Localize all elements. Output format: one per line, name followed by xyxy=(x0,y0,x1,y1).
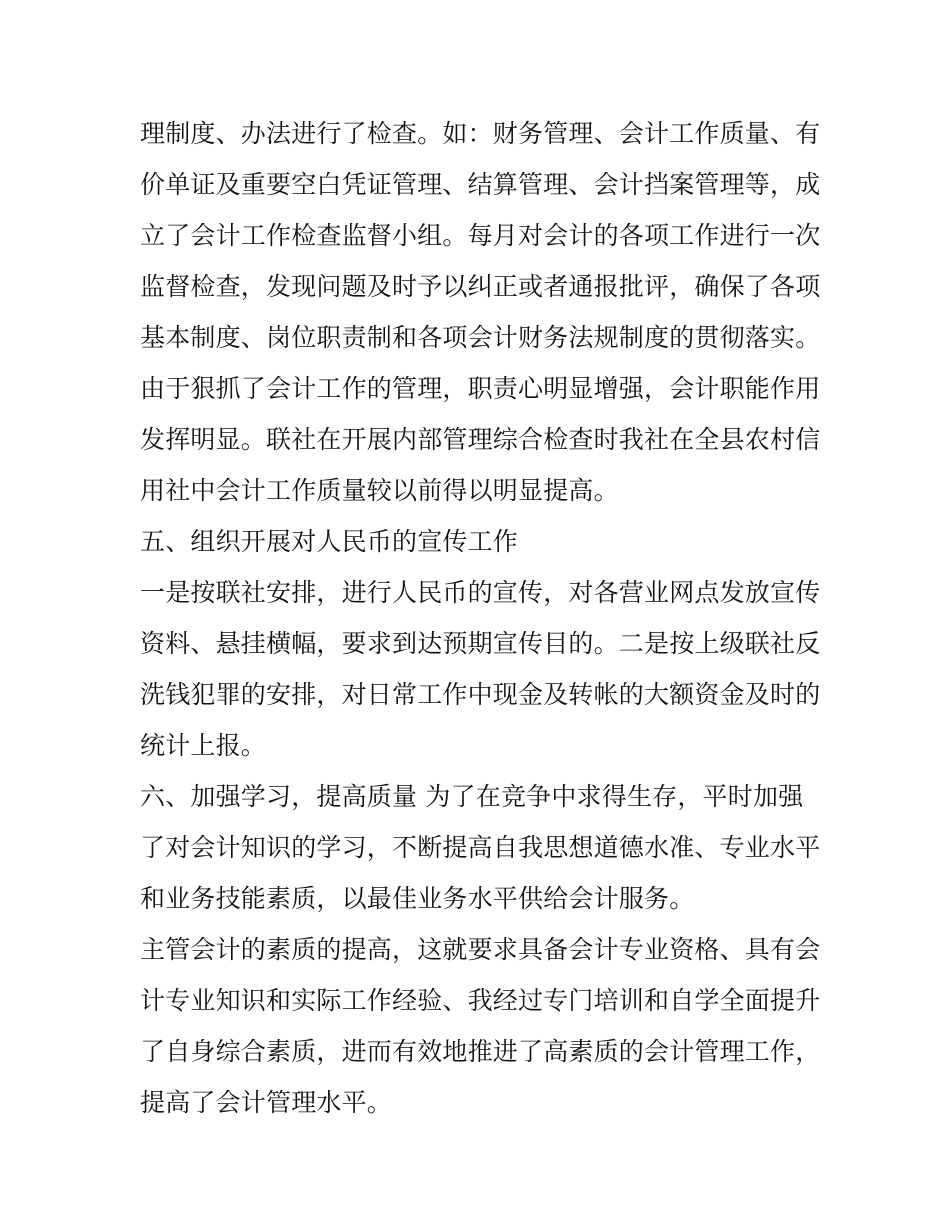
text-line: 用社中会计工作质量较以前得以明显提高。 xyxy=(140,476,619,505)
text-line: 计专业知识和实际工作经验、我经过专门培训和自学全面提升 xyxy=(140,986,821,1015)
text-line: 主管会计的素质的提高，这就要求具备会计专业资格、具有会 xyxy=(140,935,821,964)
text-line: 立了会计工作检查监督小组。每月对会计的各项工作进行一次 xyxy=(140,221,821,250)
text-line: 了自身综合素质，进而有效地推进了高素质的会计管理工作， xyxy=(140,1037,821,1066)
text-line: 了对会计知识的学习，不断提高自我思想道德水准、专业水平 xyxy=(140,833,821,862)
text-line: 理制度、办法进行了检查。如：财务管理、会计工作质量、有 xyxy=(140,119,821,148)
text-line: 洗钱犯罪的安排，对日常工作中现金及转帐的大额资金及时的 xyxy=(140,680,821,709)
text-line: 一是按联社安排，进行人民币的宣传，对各营业网点发放宣传 xyxy=(140,578,821,607)
text-line: 监督检查，发现问题及时予以纠正或者通报批评，确保了各项 xyxy=(140,272,821,301)
text-line: 价单证及重要空白凭证管理、结算管理、会计挡案管理等，成 xyxy=(140,170,821,199)
text-line: 统计上报。 xyxy=(140,731,267,760)
section-heading: 五、组织开展对人民币的宣传工作 xyxy=(140,527,519,556)
text-line: 资料、悬挂横幅，要求到达预期宣传目的。二是按上级联社反 xyxy=(140,629,821,658)
document-body xyxy=(140,108,820,1128)
section-heading: 六、加强学习，提高质量 为了在竞争中求得生存，平时加强 xyxy=(140,782,804,811)
text-line: 发挥明显。联社在开展内部管理综合检查时我社在全县农村信 xyxy=(140,425,821,454)
text-line: 基本制度、岗位职责制和各项会计财务法规制度的贯彻落实。 xyxy=(140,323,821,352)
text-line: 由于狠抓了会计工作的管理，职责心明显增强，会计职能作用 xyxy=(140,374,821,403)
text-line: 和业务技能素质，以最佳业务水平供给会计服务。 xyxy=(140,884,695,913)
text-line: 提高了会计管理水平。 xyxy=(140,1088,393,1117)
